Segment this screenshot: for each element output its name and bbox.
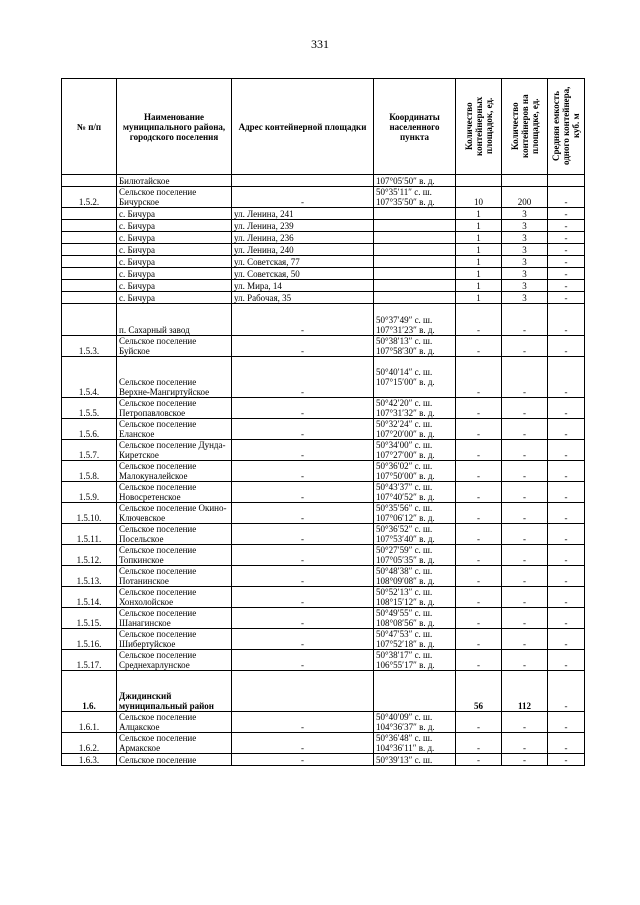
cell-count: - xyxy=(456,461,502,482)
table-row xyxy=(62,357,585,398)
cell-address: - xyxy=(232,187,374,208)
cell-containers: 112 xyxy=(502,671,548,712)
cell-num: 1.5.3. xyxy=(62,336,117,357)
cell-coords: 50°38′13″ с. ш. 107°58′30″ в. д. xyxy=(374,336,456,357)
cell-containers: - xyxy=(502,357,548,398)
cell-coords xyxy=(374,280,456,292)
cell-num: 1.5.11. xyxy=(62,524,117,545)
cell-address: - xyxy=(232,357,374,398)
cell-name: Сельское поселение Петропавловское xyxy=(117,398,232,419)
cell-num: 1.5.16. xyxy=(62,629,117,650)
cell-count: - xyxy=(456,524,502,545)
cell-address xyxy=(232,175,374,187)
cell-coords xyxy=(374,292,456,304)
cell-containers: 3 xyxy=(502,208,548,220)
header-volume xyxy=(548,79,585,175)
cell-volume: - xyxy=(548,280,585,292)
table-row xyxy=(62,187,585,208)
cell-coords xyxy=(374,208,456,220)
cell-count: 1 xyxy=(456,244,502,256)
cell-count: - xyxy=(456,712,502,733)
cell-containers: - xyxy=(502,336,548,357)
cell-count: - xyxy=(456,608,502,629)
cell-containers: 3 xyxy=(502,232,548,244)
cell-name: с. Бичура xyxy=(117,280,232,292)
table-row xyxy=(62,566,585,587)
table-row xyxy=(62,712,585,733)
cell-num: 1.5.10. xyxy=(62,503,117,524)
cell-containers: - xyxy=(502,650,548,671)
cell-volume: - xyxy=(548,503,585,524)
cell-coords xyxy=(374,220,456,232)
cell-name: Сельское поселение Армакское xyxy=(117,733,232,754)
cell-address: - xyxy=(232,608,374,629)
table-row xyxy=(62,232,585,244)
cell-name: Сельское поселение Верхне-Мангиртуйское xyxy=(117,357,232,398)
cell-num: 1.6.1. xyxy=(62,712,117,733)
cell-volume: - xyxy=(548,545,585,566)
cell-address: - xyxy=(232,566,374,587)
table-row xyxy=(62,304,585,336)
table-row xyxy=(62,398,585,419)
cell-count: 1 xyxy=(456,280,502,292)
cell-containers: - xyxy=(502,503,548,524)
cell-containers: 3 xyxy=(502,268,548,280)
cell-address: ул. Ленина, 239 xyxy=(232,220,374,232)
cell-name: Сельское поселение Потанинское xyxy=(117,566,232,587)
cell-count: - xyxy=(456,587,502,608)
table-row xyxy=(62,608,585,629)
cell-num xyxy=(62,175,117,187)
cell-volume: - xyxy=(548,268,585,280)
cell-address: - xyxy=(232,304,374,336)
cell-count: - xyxy=(456,419,502,440)
table-row xyxy=(62,629,585,650)
cell-coords xyxy=(374,671,456,712)
table-row xyxy=(62,268,585,280)
cell-num: 1.5.7. xyxy=(62,440,117,461)
cell-name: с. Бичура xyxy=(117,244,232,256)
cell-containers: - xyxy=(502,482,548,503)
cell-volume xyxy=(548,175,585,187)
cell-coords: 50°35′11″ с. ш. 107°35′50″ в. д. xyxy=(374,187,456,208)
cell-num: 1.5.15. xyxy=(62,608,117,629)
table-row xyxy=(62,754,585,766)
cell-count xyxy=(456,175,502,187)
cell-address: - xyxy=(232,503,374,524)
cell-name: с. Бичура xyxy=(117,208,232,220)
cell-num xyxy=(62,208,117,220)
cell-volume: - xyxy=(548,482,585,503)
cell-containers: 3 xyxy=(502,244,548,256)
cell-address: ул. Советская, 77 xyxy=(232,256,374,268)
cell-coords: 50°40′09″ с. ш. 104°36′37″ в. д. xyxy=(374,712,456,733)
cell-address: - xyxy=(232,524,374,545)
table-row xyxy=(62,280,585,292)
cell-num xyxy=(62,220,117,232)
cell-volume: - xyxy=(548,398,585,419)
cell-containers: - xyxy=(502,304,548,336)
table-row xyxy=(62,175,585,187)
cell-containers: 3 xyxy=(502,292,548,304)
cell-address: - xyxy=(232,482,374,503)
cell-coords: 50°39′13″ с. ш. xyxy=(374,754,456,766)
cell-volume: - xyxy=(548,650,585,671)
cell-containers: - xyxy=(502,608,548,629)
cell-name: с. Бичура xyxy=(117,268,232,280)
cell-address: - xyxy=(232,419,374,440)
cell-count: 10 xyxy=(456,187,502,208)
cell-address: - xyxy=(232,461,374,482)
cell-count: - xyxy=(456,398,502,419)
cell-address: ул. Ленина, 241 xyxy=(232,208,374,220)
cell-coords: 50°40′14″ с. ш. 107°15′00″ в. д. xyxy=(374,357,456,398)
cell-name: Сельское поселение Дунда-Киретское xyxy=(117,440,232,461)
table-row xyxy=(62,503,585,524)
cell-volume: - xyxy=(548,754,585,766)
table-row xyxy=(62,545,585,566)
cell-name: Сельское поселение Посельское xyxy=(117,524,232,545)
table-row xyxy=(62,336,585,357)
cell-num: 1.5.4. xyxy=(62,357,117,398)
cell-volume: - xyxy=(548,208,585,220)
cell-num xyxy=(62,280,117,292)
cell-num xyxy=(62,232,117,244)
cell-num: 1.5.8. xyxy=(62,461,117,482)
cell-count: - xyxy=(456,545,502,566)
cell-count: - xyxy=(456,357,502,398)
cell-volume: - xyxy=(548,256,585,268)
cell-address: - xyxy=(232,398,374,419)
table-row xyxy=(62,256,585,268)
cell-coords: 50°37′49″ с. ш. 107°31′23″ в. д. xyxy=(374,304,456,336)
cell-address: - xyxy=(232,587,374,608)
cell-volume: - xyxy=(548,232,585,244)
cell-name: Сельское поселение Алцакское xyxy=(117,712,232,733)
cell-volume: - xyxy=(548,587,585,608)
cell-count: 1 xyxy=(456,208,502,220)
header-count xyxy=(456,79,502,175)
cell-volume: - xyxy=(548,304,585,336)
cell-address: - xyxy=(232,650,374,671)
cell-volume: - xyxy=(548,187,585,208)
cell-count: 1 xyxy=(456,292,502,304)
cell-coords: 50°27′59″ с. ш. 107°05′35″ в. д. xyxy=(374,545,456,566)
cell-containers: - xyxy=(502,398,548,419)
cell-volume: - xyxy=(548,629,585,650)
cell-name: с. Бичура xyxy=(117,292,232,304)
header-count-label: Количество контейнерных площадок, ед. xyxy=(463,95,494,156)
cell-num xyxy=(62,268,117,280)
cell-volume: - xyxy=(548,419,585,440)
cell-volume: - xyxy=(548,461,585,482)
cell-name: Сельское поселение Шибертуйское xyxy=(117,629,232,650)
cell-name: Сельское поселение Бичурское xyxy=(117,187,232,208)
cell-containers xyxy=(502,175,548,187)
cell-count: 1 xyxy=(456,268,502,280)
cell-num: 1.5.13. xyxy=(62,566,117,587)
table-row xyxy=(62,482,585,503)
cell-name: п. Сахарный завод xyxy=(117,304,232,336)
table-row xyxy=(62,587,585,608)
cell-name: Сельское поселение Малокуналейское xyxy=(117,461,232,482)
cell-address: ул. Ленина, 236 xyxy=(232,232,374,244)
header-num: № п/п xyxy=(62,79,117,175)
cell-name: Сельское поселение xyxy=(117,754,232,766)
cell-name: Сельское поселение Еланское xyxy=(117,419,232,440)
table-row xyxy=(62,650,585,671)
cell-num: 1.6.3. xyxy=(62,754,117,766)
header-address: Адрес контейнерной площадки xyxy=(232,79,374,175)
cell-num xyxy=(62,292,117,304)
cell-volume: - xyxy=(548,244,585,256)
cell-volume: - xyxy=(548,524,585,545)
cell-count: - xyxy=(456,566,502,587)
cell-count: - xyxy=(456,629,502,650)
table-row xyxy=(62,208,585,220)
cell-name: Джидинский муниципальный район xyxy=(117,671,232,712)
cell-volume: - xyxy=(548,336,585,357)
cell-count: 1 xyxy=(456,256,502,268)
cell-name: с. Бичура xyxy=(117,256,232,268)
cell-containers: - xyxy=(502,733,548,754)
cell-volume: - xyxy=(548,671,585,712)
cell-coords: 50°42′20″ с. ш. 107°31′32″ в. д. xyxy=(374,398,456,419)
cell-containers: - xyxy=(502,587,548,608)
cell-coords: 50°47′53″ с. ш. 107°52′18″ в. д. xyxy=(374,629,456,650)
table-row xyxy=(62,220,585,232)
cell-num: 1.5.9. xyxy=(62,482,117,503)
cell-address: - xyxy=(232,629,374,650)
cell-volume: - xyxy=(548,357,585,398)
cell-containers: - xyxy=(502,712,548,733)
data-table xyxy=(61,78,585,766)
cell-name: Сельское поселение Хонхолойское xyxy=(117,587,232,608)
cell-num: 1.6.2. xyxy=(62,733,117,754)
table-row xyxy=(62,244,585,256)
cell-coords: 50°48′38″ с. ш. 108°09′08″ в. д. xyxy=(374,566,456,587)
header-coords: Координаты населенного пункта xyxy=(374,79,456,175)
header-row xyxy=(62,79,585,175)
table-row xyxy=(62,461,585,482)
cell-address: - xyxy=(232,733,374,754)
cell-volume: - xyxy=(548,440,585,461)
page-number: 331 xyxy=(311,37,329,51)
table-row-district xyxy=(62,671,585,712)
cell-count: - xyxy=(456,336,502,357)
cell-containers: - xyxy=(502,419,548,440)
cell-containers: 3 xyxy=(502,280,548,292)
cell-num: 1.5.12. xyxy=(62,545,117,566)
cell-name: Сельское поселение Шанагинское xyxy=(117,608,232,629)
cell-coords: 50°52′13″ с. ш. 108°15′12″ в. д. xyxy=(374,587,456,608)
cell-address: - xyxy=(232,545,374,566)
cell-coords: 50°32′24″ с. ш. 107°20′00″ в. д. xyxy=(374,419,456,440)
cell-name: Сельское поселение Буйское xyxy=(117,336,232,357)
cell-num: 1.5.6. xyxy=(62,419,117,440)
cell-volume: - xyxy=(548,712,585,733)
table-row xyxy=(62,292,585,304)
header-volume-label: Средняя емкость одного контейнера, куб. м xyxy=(551,86,581,165)
table-row xyxy=(62,733,585,754)
header-name: Наименование муниципального района, городского поселения xyxy=(117,79,232,175)
cell-name: Сельское поселение Окино-Ключевское xyxy=(117,503,232,524)
cell-volume: - xyxy=(548,292,585,304)
cell-coords xyxy=(374,268,456,280)
cell-containers: - xyxy=(502,629,548,650)
cell-volume: - xyxy=(548,220,585,232)
cell-name: с. Бичура xyxy=(117,220,232,232)
cell-containers: 3 xyxy=(502,220,548,232)
table-row xyxy=(62,524,585,545)
cell-volume: - xyxy=(548,608,585,629)
cell-coords xyxy=(374,244,456,256)
cell-containers: 200 xyxy=(502,187,548,208)
cell-containers: - xyxy=(502,440,548,461)
cell-name: Сельское поселение Новосретенское xyxy=(117,482,232,503)
cell-containers: - xyxy=(502,461,548,482)
cell-num: 1.5.2. xyxy=(62,187,117,208)
cell-volume: - xyxy=(548,566,585,587)
cell-coords: 50°34′00″ с. ш. 107°27′00″ в. д. xyxy=(374,440,456,461)
cell-count: - xyxy=(456,754,502,766)
cell-num: 1.5.14. xyxy=(62,587,117,608)
cell-address: ул. Рабочая, 35 xyxy=(232,292,374,304)
cell-address: - xyxy=(232,336,374,357)
cell-name: Сельское поселение Среднехарлунское xyxy=(117,650,232,671)
cell-coords: 50°43′37″ с. ш. 107°40′52″ в. д. xyxy=(374,482,456,503)
table-row xyxy=(62,440,585,461)
cell-address: ул. Ленина, 240 xyxy=(232,244,374,256)
cell-count: - xyxy=(456,503,502,524)
cell-name: с. Бичура xyxy=(117,232,232,244)
header-containers xyxy=(502,79,548,175)
cell-containers: - xyxy=(502,524,548,545)
cell-count: - xyxy=(456,733,502,754)
cell-volume: - xyxy=(548,733,585,754)
cell-count: - xyxy=(456,304,502,336)
cell-count: 1 xyxy=(456,220,502,232)
cell-containers: - xyxy=(502,754,548,766)
cell-count: - xyxy=(456,440,502,461)
cell-coords: 50°38′17″ с. ш. 106°55′17″ в. д. xyxy=(374,650,456,671)
cell-coords xyxy=(374,232,456,244)
cell-address: - xyxy=(232,440,374,461)
cell-num xyxy=(62,244,117,256)
table-row xyxy=(62,419,585,440)
cell-coords: 50°36′48″ с. ш. 104°36′11″ в. д. xyxy=(374,733,456,754)
cell-coords: 50°49′55″ с. ш. 108°08′56″ в. д. xyxy=(374,608,456,629)
cell-coords: 107°05′50″ в. д. xyxy=(374,175,456,187)
cell-num: 1.5.5. xyxy=(62,398,117,419)
cell-name: Сельское поселение Топкинское xyxy=(117,545,232,566)
cell-coords: 50°36′52″ с. ш. 107°53′40″ в. д. xyxy=(374,524,456,545)
cell-count: 1 xyxy=(456,232,502,244)
cell-coords xyxy=(374,256,456,268)
cell-containers: - xyxy=(502,545,548,566)
cell-num: 1.5.17. xyxy=(62,650,117,671)
cell-containers: - xyxy=(502,566,548,587)
cell-count: 56 xyxy=(456,671,502,712)
cell-address: - xyxy=(232,754,374,766)
cell-num xyxy=(62,304,117,336)
cell-address: ул. Мира, 14 xyxy=(232,280,374,292)
cell-count: - xyxy=(456,650,502,671)
header-containers-label: Количество контейнеров на площадке, ед. xyxy=(509,93,540,158)
cell-coords: 50°35′56″ с. ш. 107°06′12″ в. д. xyxy=(374,503,456,524)
cell-containers: 3 xyxy=(502,256,548,268)
cell-coords: 50°36′02″ с. ш. 107°50′00″ в. д. xyxy=(374,461,456,482)
cell-count: - xyxy=(456,482,502,503)
cell-name: Билютайское xyxy=(117,175,232,187)
cell-address xyxy=(232,671,374,712)
cell-address: ул. Советская, 50 xyxy=(232,268,374,280)
cell-num xyxy=(62,256,117,268)
cell-address: - xyxy=(232,712,374,733)
cell-num: 1.6. xyxy=(62,671,117,712)
